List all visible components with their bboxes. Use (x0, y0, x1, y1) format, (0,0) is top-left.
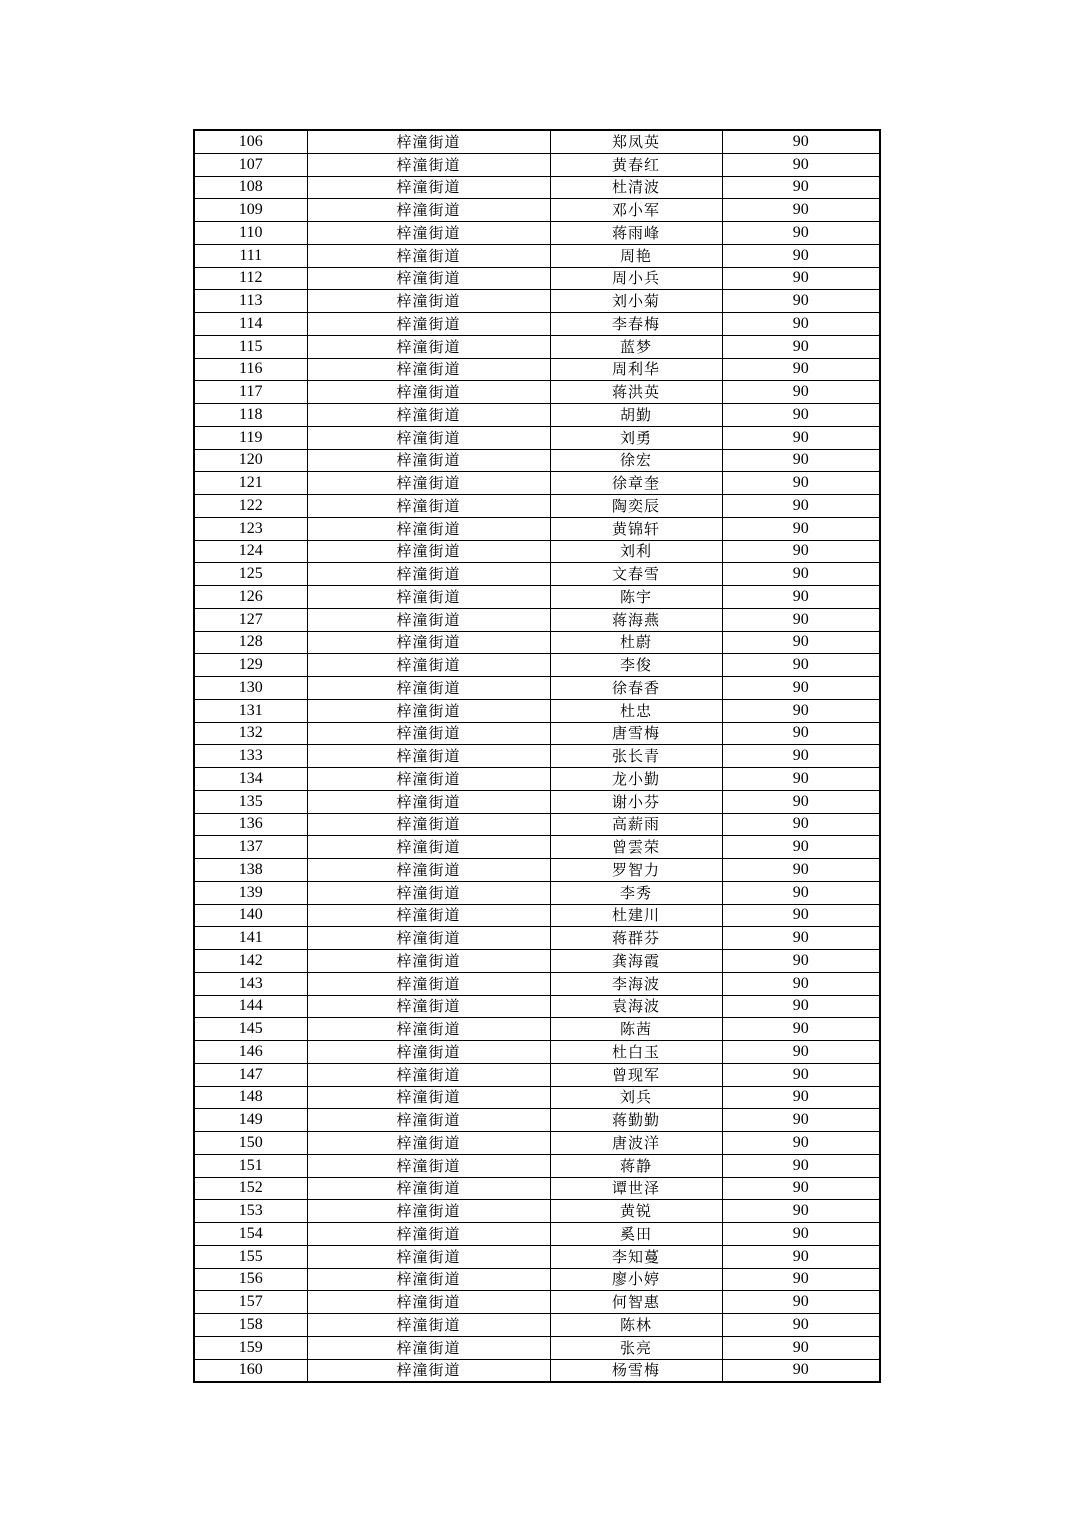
row-number-cell: 129 (194, 654, 307, 677)
person-name-cell: 黄春红 (550, 153, 722, 176)
score-cell: 90 (722, 745, 880, 768)
score-cell: 90 (722, 950, 880, 973)
row-number-cell: 126 (194, 586, 307, 609)
person-name-cell: 蓝梦 (550, 335, 722, 358)
street-cell: 梓潼街道 (307, 881, 550, 904)
street-cell: 梓潼街道 (307, 1154, 550, 1177)
street-cell: 梓潼街道 (307, 517, 550, 540)
street-cell: 梓潼街道 (307, 904, 550, 927)
row-number-cell: 114 (194, 313, 307, 336)
row-number-cell: 150 (194, 1132, 307, 1155)
person-name-cell: 杜清波 (550, 176, 722, 199)
row-number-cell: 109 (194, 199, 307, 222)
score-cell: 90 (722, 1177, 880, 1200)
score-cell: 90 (722, 859, 880, 882)
score-cell: 90 (722, 790, 880, 813)
score-cell: 90 (722, 1086, 880, 1109)
person-name-cell: 蒋洪英 (550, 381, 722, 404)
row-number-cell: 146 (194, 1041, 307, 1064)
street-cell: 梓潼街道 (307, 768, 550, 791)
score-cell: 90 (722, 540, 880, 563)
row-number-cell: 132 (194, 722, 307, 745)
street-cell: 梓潼街道 (307, 472, 550, 495)
row-number-cell: 116 (194, 358, 307, 381)
row-number-cell: 131 (194, 699, 307, 722)
street-cell: 梓潼街道 (307, 130, 550, 153)
table-row (194, 904, 880, 927)
table-row (194, 1245, 880, 1268)
street-cell: 梓潼街道 (307, 745, 550, 768)
row-number-cell: 159 (194, 1336, 307, 1359)
row-number-cell: 139 (194, 881, 307, 904)
score-cell: 90 (722, 472, 880, 495)
street-cell: 梓潼街道 (307, 927, 550, 950)
table-row (194, 267, 880, 290)
person-name-cell: 张亮 (550, 1336, 722, 1359)
row-number-cell: 106 (194, 130, 307, 153)
street-cell: 梓潼街道 (307, 1018, 550, 1041)
table-row (194, 495, 880, 518)
row-number-cell: 112 (194, 267, 307, 290)
table-row (194, 472, 880, 495)
row-number-cell: 155 (194, 1245, 307, 1268)
score-cell: 90 (722, 836, 880, 859)
person-name-cell: 蒋勤勤 (550, 1109, 722, 1132)
table-row (194, 1109, 880, 1132)
table-row (194, 290, 880, 313)
table-row (194, 1268, 880, 1291)
person-name-cell: 陶奕辰 (550, 495, 722, 518)
score-cell: 90 (722, 768, 880, 791)
row-number-cell: 148 (194, 1086, 307, 1109)
person-name-cell: 刘兵 (550, 1086, 722, 1109)
row-number-cell: 154 (194, 1223, 307, 1246)
person-name-cell: 文春雪 (550, 563, 722, 586)
person-name-cell: 杨雪梅 (550, 1359, 722, 1382)
row-number-cell: 117 (194, 381, 307, 404)
person-name-cell: 陈茜 (550, 1018, 722, 1041)
score-cell: 90 (722, 972, 880, 995)
person-name-cell: 蒋静 (550, 1154, 722, 1177)
score-cell: 90 (722, 449, 880, 472)
table-row (194, 540, 880, 563)
table-row (194, 608, 880, 631)
row-number-cell: 128 (194, 631, 307, 654)
person-name-cell: 廖小婷 (550, 1268, 722, 1291)
person-name-cell: 李秀 (550, 881, 722, 904)
table-row (194, 1018, 880, 1041)
person-name-cell: 曾现军 (550, 1063, 722, 1086)
score-cell: 90 (722, 1109, 880, 1132)
person-name-cell: 曾雲荣 (550, 836, 722, 859)
person-name-cell: 陈宇 (550, 586, 722, 609)
table-row (194, 1223, 880, 1246)
person-name-cell: 郑凤英 (550, 130, 722, 153)
row-number-cell: 138 (194, 859, 307, 882)
score-cell: 90 (722, 654, 880, 677)
row-number-cell: 156 (194, 1268, 307, 1291)
person-name-cell: 龙小勤 (550, 768, 722, 791)
row-number-cell: 130 (194, 677, 307, 700)
street-cell: 梓潼街道 (307, 1063, 550, 1086)
score-cell: 90 (722, 608, 880, 631)
row-number-cell: 133 (194, 745, 307, 768)
person-name-cell: 谭世泽 (550, 1177, 722, 1200)
street-cell: 梓潼街道 (307, 1245, 550, 1268)
person-name-cell: 李春梅 (550, 313, 722, 336)
street-cell: 梓潼街道 (307, 790, 550, 813)
person-name-cell: 张长青 (550, 745, 722, 768)
table-row (194, 153, 880, 176)
score-cell: 90 (722, 1359, 880, 1382)
table-row (194, 1154, 880, 1177)
street-cell: 梓潼街道 (307, 176, 550, 199)
row-number-cell: 142 (194, 950, 307, 973)
row-number-cell: 107 (194, 153, 307, 176)
score-cell: 90 (722, 722, 880, 745)
table-row (194, 1086, 880, 1109)
table-row (194, 1200, 880, 1223)
score-cell: 90 (722, 1132, 880, 1155)
score-cell: 90 (722, 995, 880, 1018)
row-number-cell: 119 (194, 426, 307, 449)
score-cell: 90 (722, 1041, 880, 1064)
score-cell: 90 (722, 1063, 880, 1086)
score-cell: 90 (722, 1336, 880, 1359)
score-cell: 90 (722, 199, 880, 222)
street-cell: 梓潼街道 (307, 1109, 550, 1132)
table-row (194, 1063, 880, 1086)
roster-table-body (194, 130, 880, 1382)
person-name-cell: 陈林 (550, 1314, 722, 1337)
row-number-cell: 152 (194, 1177, 307, 1200)
street-cell: 梓潼街道 (307, 586, 550, 609)
score-cell: 90 (722, 1223, 880, 1246)
person-name-cell: 周艳 (550, 244, 722, 267)
person-name-cell: 杜白玉 (550, 1041, 722, 1064)
table-row (194, 995, 880, 1018)
person-name-cell: 黄锐 (550, 1200, 722, 1223)
row-number-cell: 120 (194, 449, 307, 472)
table-row (194, 130, 880, 153)
street-cell: 梓潼街道 (307, 1041, 550, 1064)
table-row (194, 586, 880, 609)
table-row (194, 950, 880, 973)
table-row (194, 222, 880, 245)
street-cell: 梓潼街道 (307, 426, 550, 449)
score-cell: 90 (722, 1268, 880, 1291)
table-row (194, 381, 880, 404)
street-cell: 梓潼街道 (307, 267, 550, 290)
street-cell: 梓潼街道 (307, 199, 550, 222)
table-row (194, 745, 880, 768)
row-number-cell: 144 (194, 995, 307, 1018)
table-row (194, 677, 880, 700)
person-name-cell: 唐雪梅 (550, 722, 722, 745)
score-cell: 90 (722, 244, 880, 267)
street-cell: 梓潼街道 (307, 335, 550, 358)
street-cell: 梓潼街道 (307, 995, 550, 1018)
person-name-cell: 蒋海燕 (550, 608, 722, 631)
street-cell: 梓潼街道 (307, 608, 550, 631)
street-cell: 梓潼街道 (307, 1336, 550, 1359)
table-row (194, 1041, 880, 1064)
score-cell: 90 (722, 904, 880, 927)
person-name-cell: 胡勤 (550, 404, 722, 427)
row-number-cell: 137 (194, 836, 307, 859)
street-cell: 梓潼街道 (307, 950, 550, 973)
street-cell: 梓潼街道 (307, 972, 550, 995)
row-number-cell: 113 (194, 290, 307, 313)
row-number-cell: 111 (194, 244, 307, 267)
score-cell: 90 (722, 1154, 880, 1177)
score-cell: 90 (722, 313, 880, 336)
score-cell: 90 (722, 1291, 880, 1314)
street-cell: 梓潼街道 (307, 290, 550, 313)
person-name-cell: 徐章奎 (550, 472, 722, 495)
score-cell: 90 (722, 517, 880, 540)
person-name-cell: 奚田 (550, 1223, 722, 1246)
row-number-cell: 141 (194, 927, 307, 950)
row-number-cell: 118 (194, 404, 307, 427)
score-cell: 90 (722, 335, 880, 358)
table-row (194, 335, 880, 358)
score-cell: 90 (722, 290, 880, 313)
row-number-cell: 151 (194, 1154, 307, 1177)
score-cell: 90 (722, 404, 880, 427)
score-cell: 90 (722, 586, 880, 609)
row-number-cell: 135 (194, 790, 307, 813)
street-cell: 梓潼街道 (307, 495, 550, 518)
person-name-cell: 刘小菊 (550, 290, 722, 313)
table-row (194, 699, 880, 722)
score-cell: 90 (722, 631, 880, 654)
street-cell: 梓潼街道 (307, 677, 550, 700)
person-name-cell: 徐春香 (550, 677, 722, 700)
person-name-cell: 谢小芬 (550, 790, 722, 813)
table-row (194, 563, 880, 586)
person-name-cell: 杜建川 (550, 904, 722, 927)
row-number-cell: 140 (194, 904, 307, 927)
row-number-cell: 121 (194, 472, 307, 495)
table-row (194, 517, 880, 540)
street-cell: 梓潼街道 (307, 1200, 550, 1223)
table-row (194, 404, 880, 427)
table-row (194, 813, 880, 836)
table-row (194, 449, 880, 472)
table-row (194, 927, 880, 950)
person-name-cell: 杜蔚 (550, 631, 722, 654)
score-cell: 90 (722, 130, 880, 153)
street-cell: 梓潼街道 (307, 1223, 550, 1246)
table-row (194, 768, 880, 791)
row-number-cell: 115 (194, 335, 307, 358)
person-name-cell: 黄锦轩 (550, 517, 722, 540)
table-row (194, 1177, 880, 1200)
score-cell: 90 (722, 881, 880, 904)
row-number-cell: 123 (194, 517, 307, 540)
row-number-cell: 158 (194, 1314, 307, 1337)
person-name-cell: 李俊 (550, 654, 722, 677)
table-row (194, 426, 880, 449)
score-cell: 90 (722, 381, 880, 404)
table-row (194, 722, 880, 745)
street-cell: 梓潼街道 (307, 631, 550, 654)
street-cell: 梓潼街道 (307, 1086, 550, 1109)
street-cell: 梓潼街道 (307, 722, 550, 745)
street-cell: 梓潼街道 (307, 1132, 550, 1155)
score-cell: 90 (722, 699, 880, 722)
row-number-cell: 125 (194, 563, 307, 586)
score-cell: 90 (722, 222, 880, 245)
table-row (194, 1314, 880, 1337)
street-cell: 梓潼街道 (307, 358, 550, 381)
person-name-cell: 周利华 (550, 358, 722, 381)
table-row (194, 881, 880, 904)
row-number-cell: 108 (194, 176, 307, 199)
score-cell: 90 (722, 927, 880, 950)
score-cell: 90 (722, 426, 880, 449)
person-name-cell: 高薪雨 (550, 813, 722, 836)
score-cell: 90 (722, 1018, 880, 1041)
score-cell: 90 (722, 563, 880, 586)
person-name-cell: 杜忠 (550, 699, 722, 722)
street-cell: 梓潼街道 (307, 1314, 550, 1337)
table-row (194, 1291, 880, 1314)
street-cell: 梓潼街道 (307, 859, 550, 882)
row-number-cell: 122 (194, 495, 307, 518)
row-number-cell: 143 (194, 972, 307, 995)
street-cell: 梓潼街道 (307, 381, 550, 404)
score-cell: 90 (722, 358, 880, 381)
street-cell: 梓潼街道 (307, 654, 550, 677)
person-name-cell: 何智惠 (550, 1291, 722, 1314)
table-row (194, 199, 880, 222)
street-cell: 梓潼街道 (307, 1268, 550, 1291)
street-cell: 梓潼街道 (307, 563, 550, 586)
person-name-cell: 罗智力 (550, 859, 722, 882)
person-name-cell: 蒋群芬 (550, 927, 722, 950)
row-number-cell: 157 (194, 1291, 307, 1314)
table-row (194, 313, 880, 336)
score-cell: 90 (722, 1200, 880, 1223)
person-name-cell: 徐宏 (550, 449, 722, 472)
person-name-cell: 刘勇 (550, 426, 722, 449)
row-number-cell: 149 (194, 1109, 307, 1132)
score-cell: 90 (722, 1314, 880, 1337)
row-number-cell: 136 (194, 813, 307, 836)
row-number-cell: 153 (194, 1200, 307, 1223)
table-row (194, 836, 880, 859)
street-cell: 梓潼街道 (307, 699, 550, 722)
table-row (194, 1359, 880, 1382)
row-number-cell: 127 (194, 608, 307, 631)
row-number-cell: 134 (194, 768, 307, 791)
table-row (194, 859, 880, 882)
street-cell: 梓潼街道 (307, 244, 550, 267)
street-cell: 梓潼街道 (307, 1359, 550, 1382)
person-name-cell: 周小兵 (550, 267, 722, 290)
table-row (194, 176, 880, 199)
table-row (194, 631, 880, 654)
row-number-cell: 160 (194, 1359, 307, 1382)
table-row (194, 1132, 880, 1155)
row-number-cell: 110 (194, 222, 307, 245)
table-row (194, 972, 880, 995)
person-name-cell: 蒋雨峰 (550, 222, 722, 245)
table-row (194, 244, 880, 267)
person-name-cell: 龚海霞 (550, 950, 722, 973)
score-cell: 90 (722, 677, 880, 700)
person-name-cell: 李海波 (550, 972, 722, 995)
score-cell: 90 (722, 495, 880, 518)
street-cell: 梓潼街道 (307, 222, 550, 245)
street-cell: 梓潼街道 (307, 836, 550, 859)
score-cell: 90 (722, 1245, 880, 1268)
score-cell: 90 (722, 176, 880, 199)
row-number-cell: 145 (194, 1018, 307, 1041)
street-cell: 梓潼街道 (307, 813, 550, 836)
street-cell: 梓潼街道 (307, 449, 550, 472)
street-cell: 梓潼街道 (307, 1177, 550, 1200)
street-cell: 梓潼街道 (307, 153, 550, 176)
score-cell: 90 (722, 813, 880, 836)
table-row (194, 1336, 880, 1359)
street-cell: 梓潼街道 (307, 313, 550, 336)
table-row (194, 358, 880, 381)
table-row (194, 654, 880, 677)
score-cell: 90 (722, 153, 880, 176)
table-row (194, 790, 880, 813)
row-number-cell: 147 (194, 1063, 307, 1086)
street-cell: 梓潼街道 (307, 1291, 550, 1314)
score-cell: 90 (722, 267, 880, 290)
street-cell: 梓潼街道 (307, 540, 550, 563)
person-name-cell: 唐波洋 (550, 1132, 722, 1155)
person-name-cell: 邓小军 (550, 199, 722, 222)
street-cell: 梓潼街道 (307, 404, 550, 427)
person-name-cell: 袁海波 (550, 995, 722, 1018)
person-name-cell: 李知蔓 (550, 1245, 722, 1268)
row-number-cell: 124 (194, 540, 307, 563)
person-name-cell: 刘利 (550, 540, 722, 563)
roster-table (193, 129, 881, 1383)
